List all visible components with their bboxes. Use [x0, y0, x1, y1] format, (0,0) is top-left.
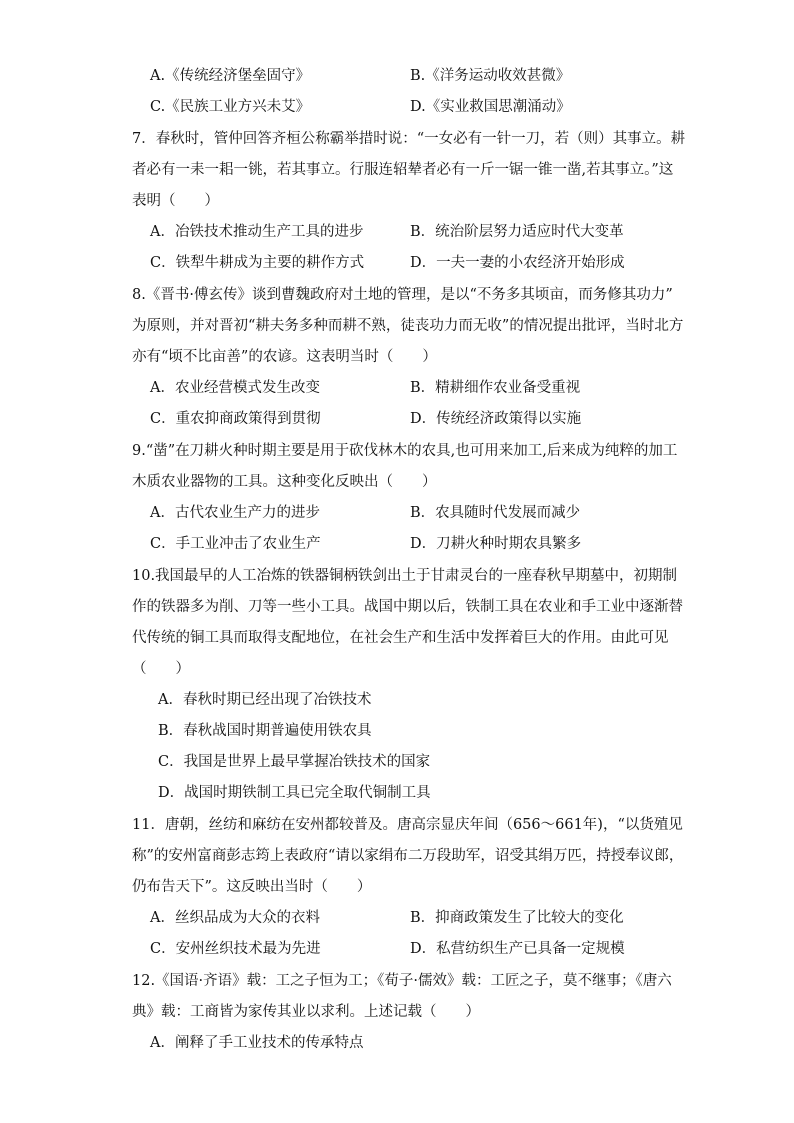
q10-option-a[interactable]: A．春秋时期已经出现了冶铁技术: [158, 692, 372, 708]
q12-option-a[interactable]: A．阐释了手工业技术的传承特点: [150, 1035, 364, 1051]
q11-option-d[interactable]: D．私营纺织生产已具备一定规模: [410, 941, 625, 957]
q11-stem-line-2: 称”的安州富商彭志筠上表政府“请以家绢布二万段助军，诏受其绢万匹，持授奉议郎，: [132, 848, 684, 864]
q7-stem-line-1: 7．春秋时，管仲回答齐桓公称霸举措时说：“一女必有一针一刀，若（则）其事立。耕: [132, 131, 686, 147]
q10-stem-line-4: （ ）: [132, 661, 190, 677]
q7-option-b[interactable]: B．统治阶层努力适应时代大变革: [410, 224, 624, 240]
q10-option-b[interactable]: B．春秋战国时期普遍使用铁农具: [158, 723, 372, 739]
q11-option-a[interactable]: A．丝织品成为大众的衣料: [150, 910, 320, 926]
q11-option-b[interactable]: B．抑商政策发生了比较大的变化: [410, 910, 624, 926]
q11-option-c[interactable]: C．安州丝织技术最为先进: [150, 941, 321, 957]
q8-option-a[interactable]: A．农业经营模式发生改变: [150, 380, 320, 396]
q10-stem-line-1: 10.我国最早的人工冶炼的铁器铜柄铁剑出土于甘肃灵台的一座春秋早期墓中，初期制: [132, 568, 678, 584]
q7-option-c[interactable]: C．铁犁牛耕成为主要的耕作方式: [150, 255, 365, 271]
q9-option-b[interactable]: B．农具随时代发展而减少: [410, 505, 581, 521]
q12-stem-line-2: 典》载：工商皆为家传其业以求利。上述记载（ ）: [132, 1004, 480, 1020]
q9-stem-line-2: 木质农业器物的工具。这种变化反映出（ ）: [132, 474, 437, 490]
q8-option-c[interactable]: C．重农抑商政策得到贯彻: [150, 411, 321, 427]
q9-option-d[interactable]: D．刀耕火种时期农具繁多: [410, 536, 582, 552]
q10-stem-line-2: 作的铁器多为削、刀等一些小工具。战国中期以后，铁制工具在农业和手工业中逐渐替: [132, 599, 683, 615]
q8-stem-line-3: 亦有“顷不比亩善”的农谚。这表明当时（ ）: [132, 349, 437, 365]
q7-option-d[interactable]: D．一夫一妻的小农经济开始形成: [410, 255, 625, 271]
q10-stem-line-3: 代传统的铜工具而取得支配地位，在社会生产和生活中发挥着巨大的作用。由此可见: [132, 630, 669, 646]
q7-stem-line-2: 者必有一耒一耜一铫，若其事立。行服连轺辇者必有一斤一锯一锥一凿,若其事立。”这: [132, 162, 674, 178]
q10-option-c[interactable]: C．我国是世界上最早掌握冶铁技术的国家: [158, 754, 431, 770]
q7-option-a[interactable]: A．冶铁技术推动生产工具的进步: [150, 224, 364, 240]
q8-option-b[interactable]: B．精耕细作农业备受重视: [410, 380, 581, 396]
q7-stem-line-3: 表明（ ）: [132, 193, 219, 209]
q11-stem-line-1: 11．唐朝，丝纺和麻纺在安州都较普及。唐高宗显庆年间（656～661年)，“以货殖见: [132, 817, 683, 833]
q9-option-c[interactable]: C．手工业冲击了农业生产: [150, 536, 321, 552]
q8-stem-line-2: 为原则，并对晋初“耕夫务多种而耕不熟，徒丧功力而无收”的情况提出批评，当时北方: [132, 318, 684, 334]
q6-option-a[interactable]: A.《传统经济堡垒固守》: [150, 68, 311, 84]
q8-stem-line-1: 8.《晋书·傅玄传》谈到曹魏政府对土地的管理，是以“不务多其顷亩，而务修其功力”: [132, 287, 673, 303]
q9-option-a[interactable]: A．古代农业生产力的进步: [150, 505, 320, 521]
q11-stem-line-3: 仍布告天下”。这反映出当时（ ）: [132, 879, 372, 895]
q6-option-b[interactable]: B.《洋务运动收效甚微》: [410, 68, 571, 84]
q10-option-d[interactable]: D．战国时期铁制工具已完全取代铜制工具: [158, 785, 431, 801]
q6-option-c[interactable]: C.《民族工业方兴未艾》: [150, 99, 311, 115]
q9-stem-line-1: 9.“凿”在刀耕火种时期主要是用于砍伐林木的农具,也可用来加工,后来成为纯粹的加工: [132, 443, 678, 459]
q8-option-d[interactable]: D．传统经济政策得以实施: [410, 411, 582, 427]
q6-option-d[interactable]: D.《实业救国思潮涌动》: [410, 99, 571, 115]
q12-stem-line-1: 12.《国语·齐语》载：工之子恒为工；《荀子·儒效》载：工匠之子，莫不继事；《唐六: [132, 973, 672, 989]
